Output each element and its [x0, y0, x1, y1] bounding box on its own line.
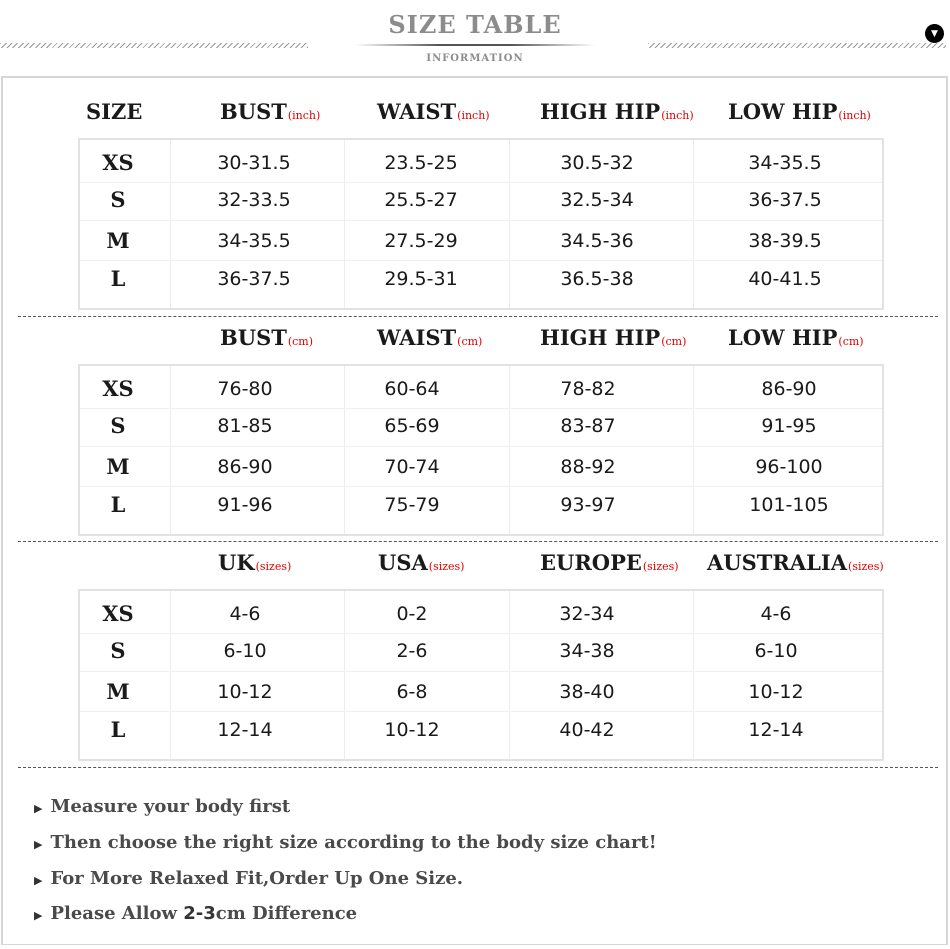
table-cell: 10-12: [217, 681, 273, 703]
size-label-l: L: [110, 492, 126, 517]
table-cell: 6-8: [396, 681, 428, 703]
table-cell: 4-6: [760, 603, 792, 625]
section-divider: [18, 767, 938, 768]
table-cell: 34-35.5: [217, 230, 291, 252]
size-label-m: M: [106, 454, 130, 479]
table-cell: 10-12: [384, 719, 440, 741]
size-label-m: M: [106, 679, 130, 704]
table-cell: 2-6: [396, 640, 428, 662]
cm-header-waist: WAIST(cm): [377, 325, 483, 350]
table-cell: 34-38: [559, 640, 615, 662]
table-cell: 6-10: [223, 640, 267, 662]
table-cell: 36-37.5: [217, 268, 291, 290]
table-cell: 76-80: [217, 378, 273, 400]
bullet-icon: ▶: [34, 802, 43, 815]
bullet-icon: ▶: [34, 838, 43, 851]
table-cell: 78-82: [560, 378, 616, 400]
country-header-uk: UK(sizes): [218, 550, 292, 575]
table-cell: 32-33.5: [217, 189, 291, 211]
table-cell: 25.5-27: [384, 189, 458, 211]
cm-header-low-hip: LOW HIP(cm): [728, 325, 864, 350]
table-cell: 12-14: [217, 719, 273, 741]
title-underline: [355, 44, 595, 46]
size-label-xs: XS: [102, 601, 134, 626]
table-cell: 60-64: [384, 378, 440, 400]
table-cell: 30-31.5: [217, 152, 291, 174]
size-label-m: M: [106, 228, 130, 253]
country-header-usa: USA(sizes): [378, 550, 465, 575]
table-cell: 27.5-29: [384, 230, 458, 252]
table-cell: 12-14: [748, 719, 804, 741]
size-label-l: L: [110, 266, 126, 291]
table-cell: 38-40: [559, 681, 615, 703]
table-cell: 70-74: [384, 456, 440, 478]
table-cell: 91-95: [761, 415, 817, 437]
header-zigzag-right: [648, 43, 946, 48]
table-cell: 10-12: [748, 681, 804, 703]
cm-header-bust: BUST(cm): [220, 325, 314, 350]
size-label-s: S: [110, 638, 126, 663]
size-label-l: L: [110, 717, 126, 742]
section-divider: [18, 541, 938, 542]
table-cell: 36.5-38: [560, 268, 634, 290]
table-cell: 29.5-31: [384, 268, 458, 290]
table-cell: 83-87: [560, 415, 616, 437]
page-subtitle: INFORMATION: [426, 53, 524, 64]
inch-header-high-hip: HIGH HIP(inch): [540, 99, 694, 124]
cm-header-high-hip: HIGH HIP(cm): [540, 325, 687, 350]
table-cell: 23.5-25: [384, 152, 458, 174]
table-cell: 38-39.5: [748, 230, 822, 252]
page-title: SIZE TABLE: [388, 10, 562, 39]
table-cell: 86-90: [217, 456, 273, 478]
bullet-icon: ▶: [34, 909, 43, 922]
table-cell: 34-35.5: [748, 152, 822, 174]
inch-header-bust: BUST(inch): [220, 99, 321, 124]
table-cell: 86-90: [761, 378, 817, 400]
table-cell: 40-42: [559, 719, 615, 741]
table-cell: 65-69: [384, 415, 440, 437]
table-cell: 4-6: [229, 603, 261, 625]
country-header-australia: AUSTRALIA(sizes): [707, 550, 884, 575]
note-choose-size: ▶ Then choose the right size according to the body size chart!: [34, 832, 657, 853]
table-cell: 40-41.5: [748, 268, 822, 290]
note-measure-first: ▶ Measure your body first: [34, 796, 291, 817]
table-cell: 75-79: [384, 494, 440, 516]
table-cell: 93-97: [560, 494, 616, 516]
section-divider: [18, 316, 938, 317]
bullet-icon: ▶: [34, 874, 43, 887]
table-cell: 6-10: [754, 640, 798, 662]
table-cell: 91-96: [217, 494, 273, 516]
table-cell: 96-100: [755, 456, 823, 478]
table-cell: 81-85: [217, 415, 273, 437]
size-label-s: S: [110, 413, 126, 438]
table-cell: 88-92: [560, 456, 616, 478]
table-cell: 34.5-36: [560, 230, 634, 252]
size-label-xs: XS: [102, 150, 134, 175]
note-relaxed-fit: ▶ For More Relaxed Fit,Order Up One Size.: [34, 868, 464, 889]
page-header: [0, 0, 950, 76]
header-zigzag-left: [0, 43, 308, 48]
size-column-header: SIZE: [86, 99, 143, 124]
size-label-s: S: [110, 187, 126, 212]
inch-header-low-hip: LOW HIP(inch): [728, 99, 871, 124]
chevron-down-icon[interactable]: ▼: [925, 24, 944, 43]
table-cell: 101-105: [749, 494, 829, 516]
size-label-xs: XS: [102, 376, 134, 401]
table-cell: 0-2: [396, 603, 428, 625]
inch-header-waist: WAIST(inch): [377, 99, 490, 124]
table-cell: 32.5-34: [560, 189, 634, 211]
table-cell: 32-34: [559, 603, 615, 625]
table-cell: 30.5-32: [560, 152, 634, 174]
country-header-europe: EUROPE(sizes): [540, 550, 679, 575]
note-allow-difference: ▶ Please Allow 2-3cm Difference: [34, 903, 358, 924]
table-cell: 36-37.5: [748, 189, 822, 211]
